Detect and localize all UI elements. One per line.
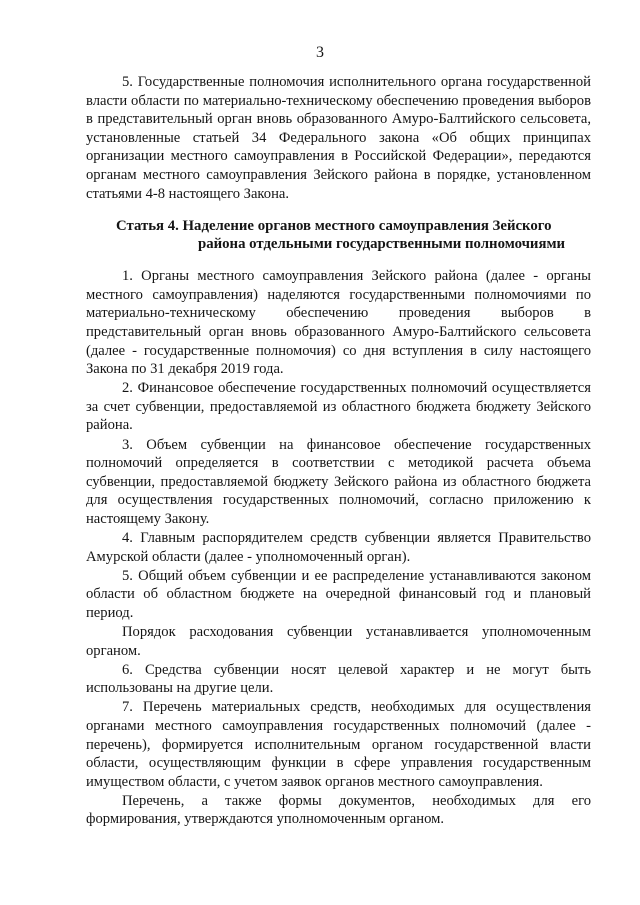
intro-paragraph: 5. Государственные полномочия исполнительного органа государственной власти области по материально-техническому обеспечению проведения выборов в представительный орган вновь образованного Амуро-Балтийского сельсовета, установленные статьей 34 Федерального закона «Об общих принципах организации местного самоуправления в Российской Федерации», передаются органам местного самоуправления Зейского района в порядке, установленном статьями 4-8 настоящего Закона. xyxy=(86,74,591,202)
article-heading-line1: Статья 4. Наделение органов местного самоуправления Зейского xyxy=(116,218,552,235)
page-number: 3 xyxy=(316,44,324,61)
article-paragraph-5-order: Порядок расходования субвенции устанавливается уполномоченным органом. xyxy=(86,623,591,659)
article-paragraph-2: 2. Финансовое обеспечение государственных полномочий осуществляется за счет субвенции, предоставляемой из областного бюджета бюджету Зейского района. xyxy=(86,380,591,434)
document-body xyxy=(86,73,591,829)
article-heading xyxy=(86,217,591,253)
article-paragraph-3: 3. Объем субвенции на финансовое обеспечение государственных полномочий определяется в соответствии с методикой расчета объема субвенции, предоставляемой бюджету Зейского района из областного бюджета для осуществления государственных полномочий, согласно приложению к настоящему Закону. xyxy=(86,436,591,527)
article-heading-line2: района отдельными государственными полномочиями xyxy=(198,236,566,253)
article-paragraph-7: 7. Перечень материальных средств, необходимых для осуществления органами местного самоуправления государственных полномочий (далее - перечень), формируется исполнительным органом государственной власти области, осуществляющим функции в сфере управления государственным имуществом области, с учетом заявок органов местного самоуправления. xyxy=(86,699,591,790)
article-paragraph-1: 1. Органы местного самоуправления Зейского района (далее - органы местного самоуправления) наделяются государственными полномочиями по материально-техническому обеспечению проведения выборов в представительный орган вновь образованного Амуро-Балтийского сельсовета (далее - государственные полномочия) со дня вступления в силу настоящего Закона по 31 декабря 2019 года. xyxy=(86,268,591,378)
article-paragraph-4: 4. Главным распорядителем средств субвенции является Правительство Амурской области (далее - уполномоченный орган). xyxy=(86,529,591,565)
article-paragraph-6: 6. Средства субвенции носят целевой характер и не могут быть использованы на другие цели. xyxy=(86,661,591,697)
article-paragraph-5: 5. Общий объем субвенции и ее распределение устанавливаются законом области об областном бюджете на очередной финансовый год и плановый период. xyxy=(86,567,591,621)
article-paragraph-7-forms: Перечень, а также формы документов, необходимых для его формирования, утверждаются уполномоченным органом. xyxy=(86,792,591,828)
